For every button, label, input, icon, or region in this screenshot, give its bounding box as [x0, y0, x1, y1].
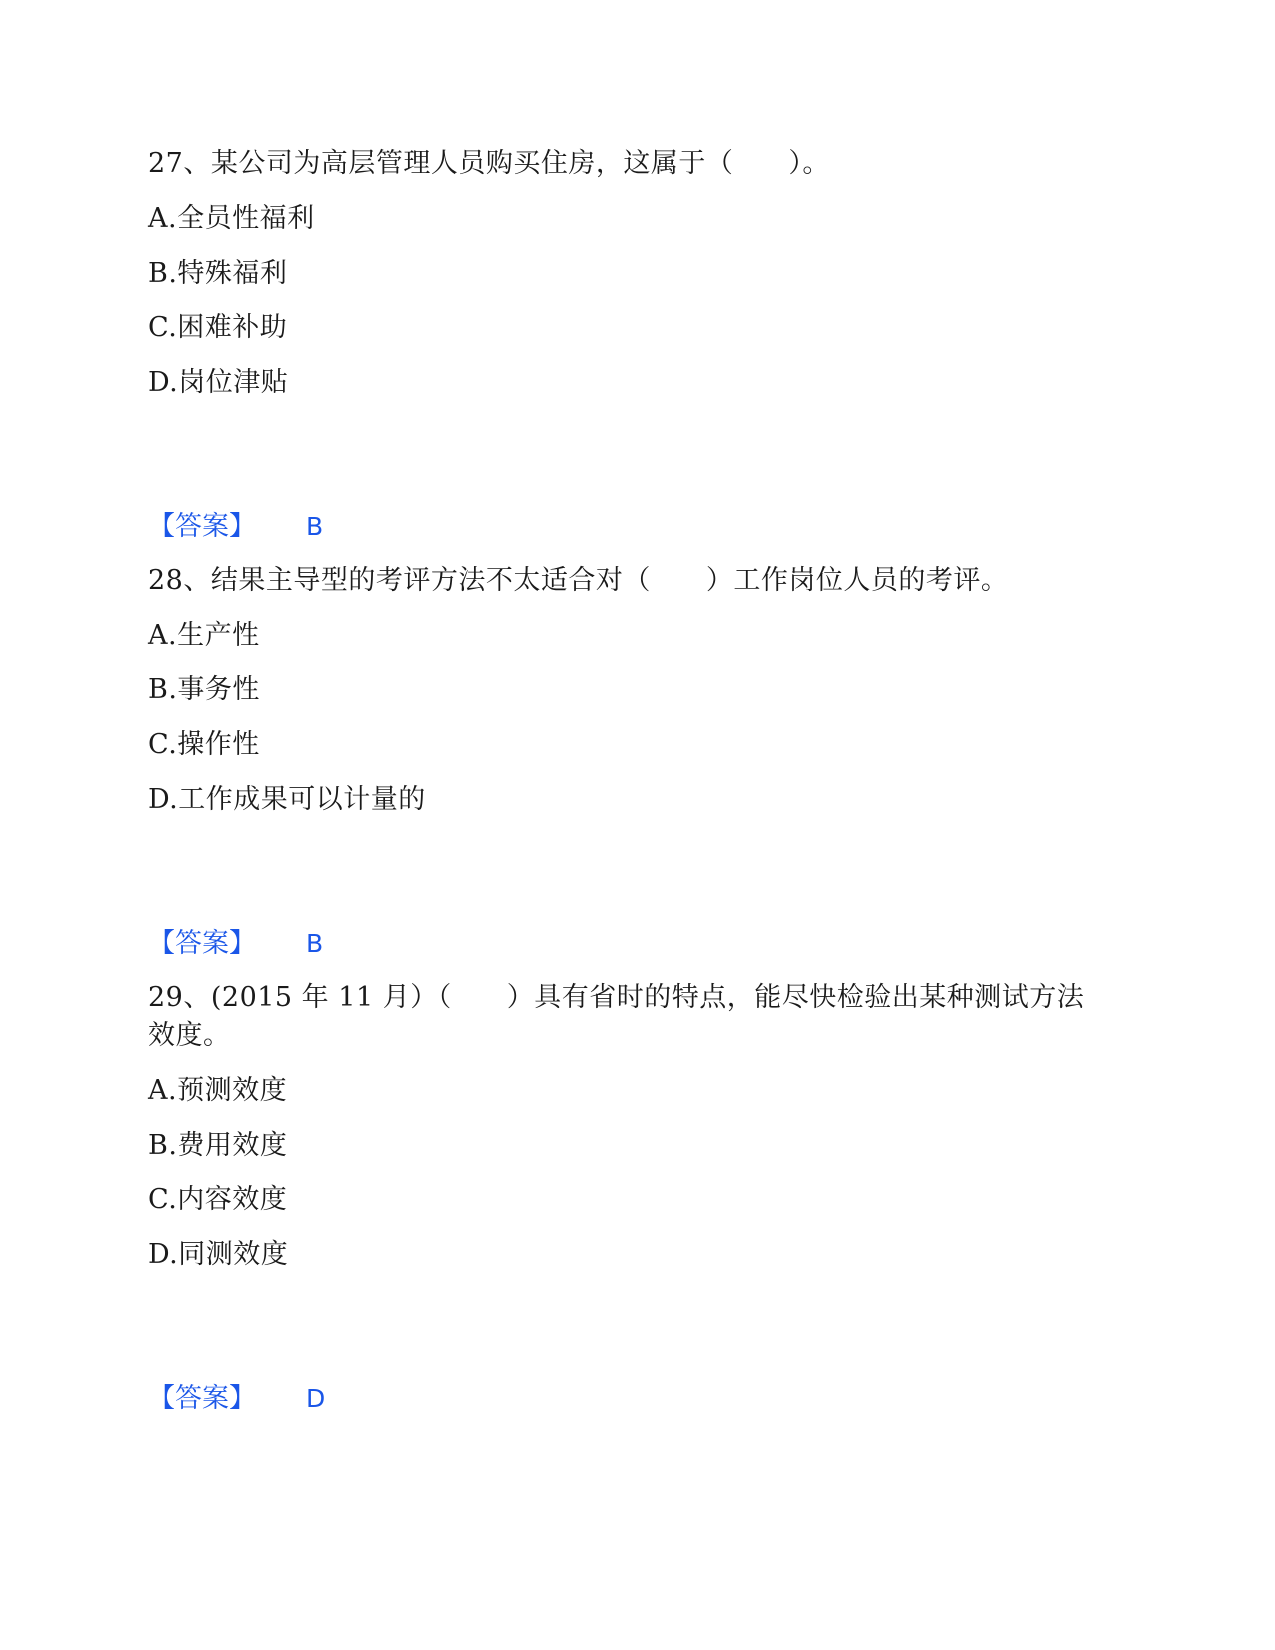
- answer-label: 【答案】: [148, 928, 256, 959]
- answer-label: 【答案】: [148, 1383, 256, 1414]
- answer-letter: B: [306, 512, 324, 541]
- question-27-option-b: B.特殊福利: [148, 258, 288, 289]
- question-27-option-a: A.全员性福利: [148, 203, 315, 234]
- answer-letter: D: [306, 1384, 326, 1413]
- question-27-answer: [148, 509, 324, 545]
- question-28-option-b: B.事务性: [148, 674, 260, 705]
- question-28-answer: [148, 926, 324, 962]
- question-29-stem-line-2: 效度。: [148, 1020, 231, 1051]
- answer-letter: B: [306, 929, 324, 958]
- question-29-option-b: B.费用效度: [148, 1130, 288, 1161]
- question-28-option-d: D.工作成果可以计量的: [148, 784, 426, 815]
- question-29-answer: [148, 1381, 326, 1417]
- question-28-option-c: C.操作性: [148, 729, 260, 760]
- question-29-option-d: D.同测效度: [148, 1239, 289, 1270]
- question-27-option-c: C.困难补助: [148, 312, 288, 343]
- question-28-option-a: A.生产性: [148, 620, 260, 651]
- question-29-option-c: C.内容效度: [148, 1184, 288, 1215]
- question-29-option-a: A.预测效度: [148, 1075, 288, 1106]
- question-27-stem: 27、某公司为高层管理人员购买住房，这属于（ ）。: [148, 148, 830, 179]
- answer-label: 【答案】: [148, 511, 256, 542]
- question-29-stem-line-1: 29、(2015 年 11 月）（ ）具有省时的特点，能尽快检验出某种测试方法: [148, 982, 1085, 1013]
- question-28-stem: 28、结果主导型的考评方法不太适合对（ ）工作岗位人员的考评。: [148, 565, 1009, 596]
- question-27-option-d: D.岗位津贴: [148, 367, 289, 398]
